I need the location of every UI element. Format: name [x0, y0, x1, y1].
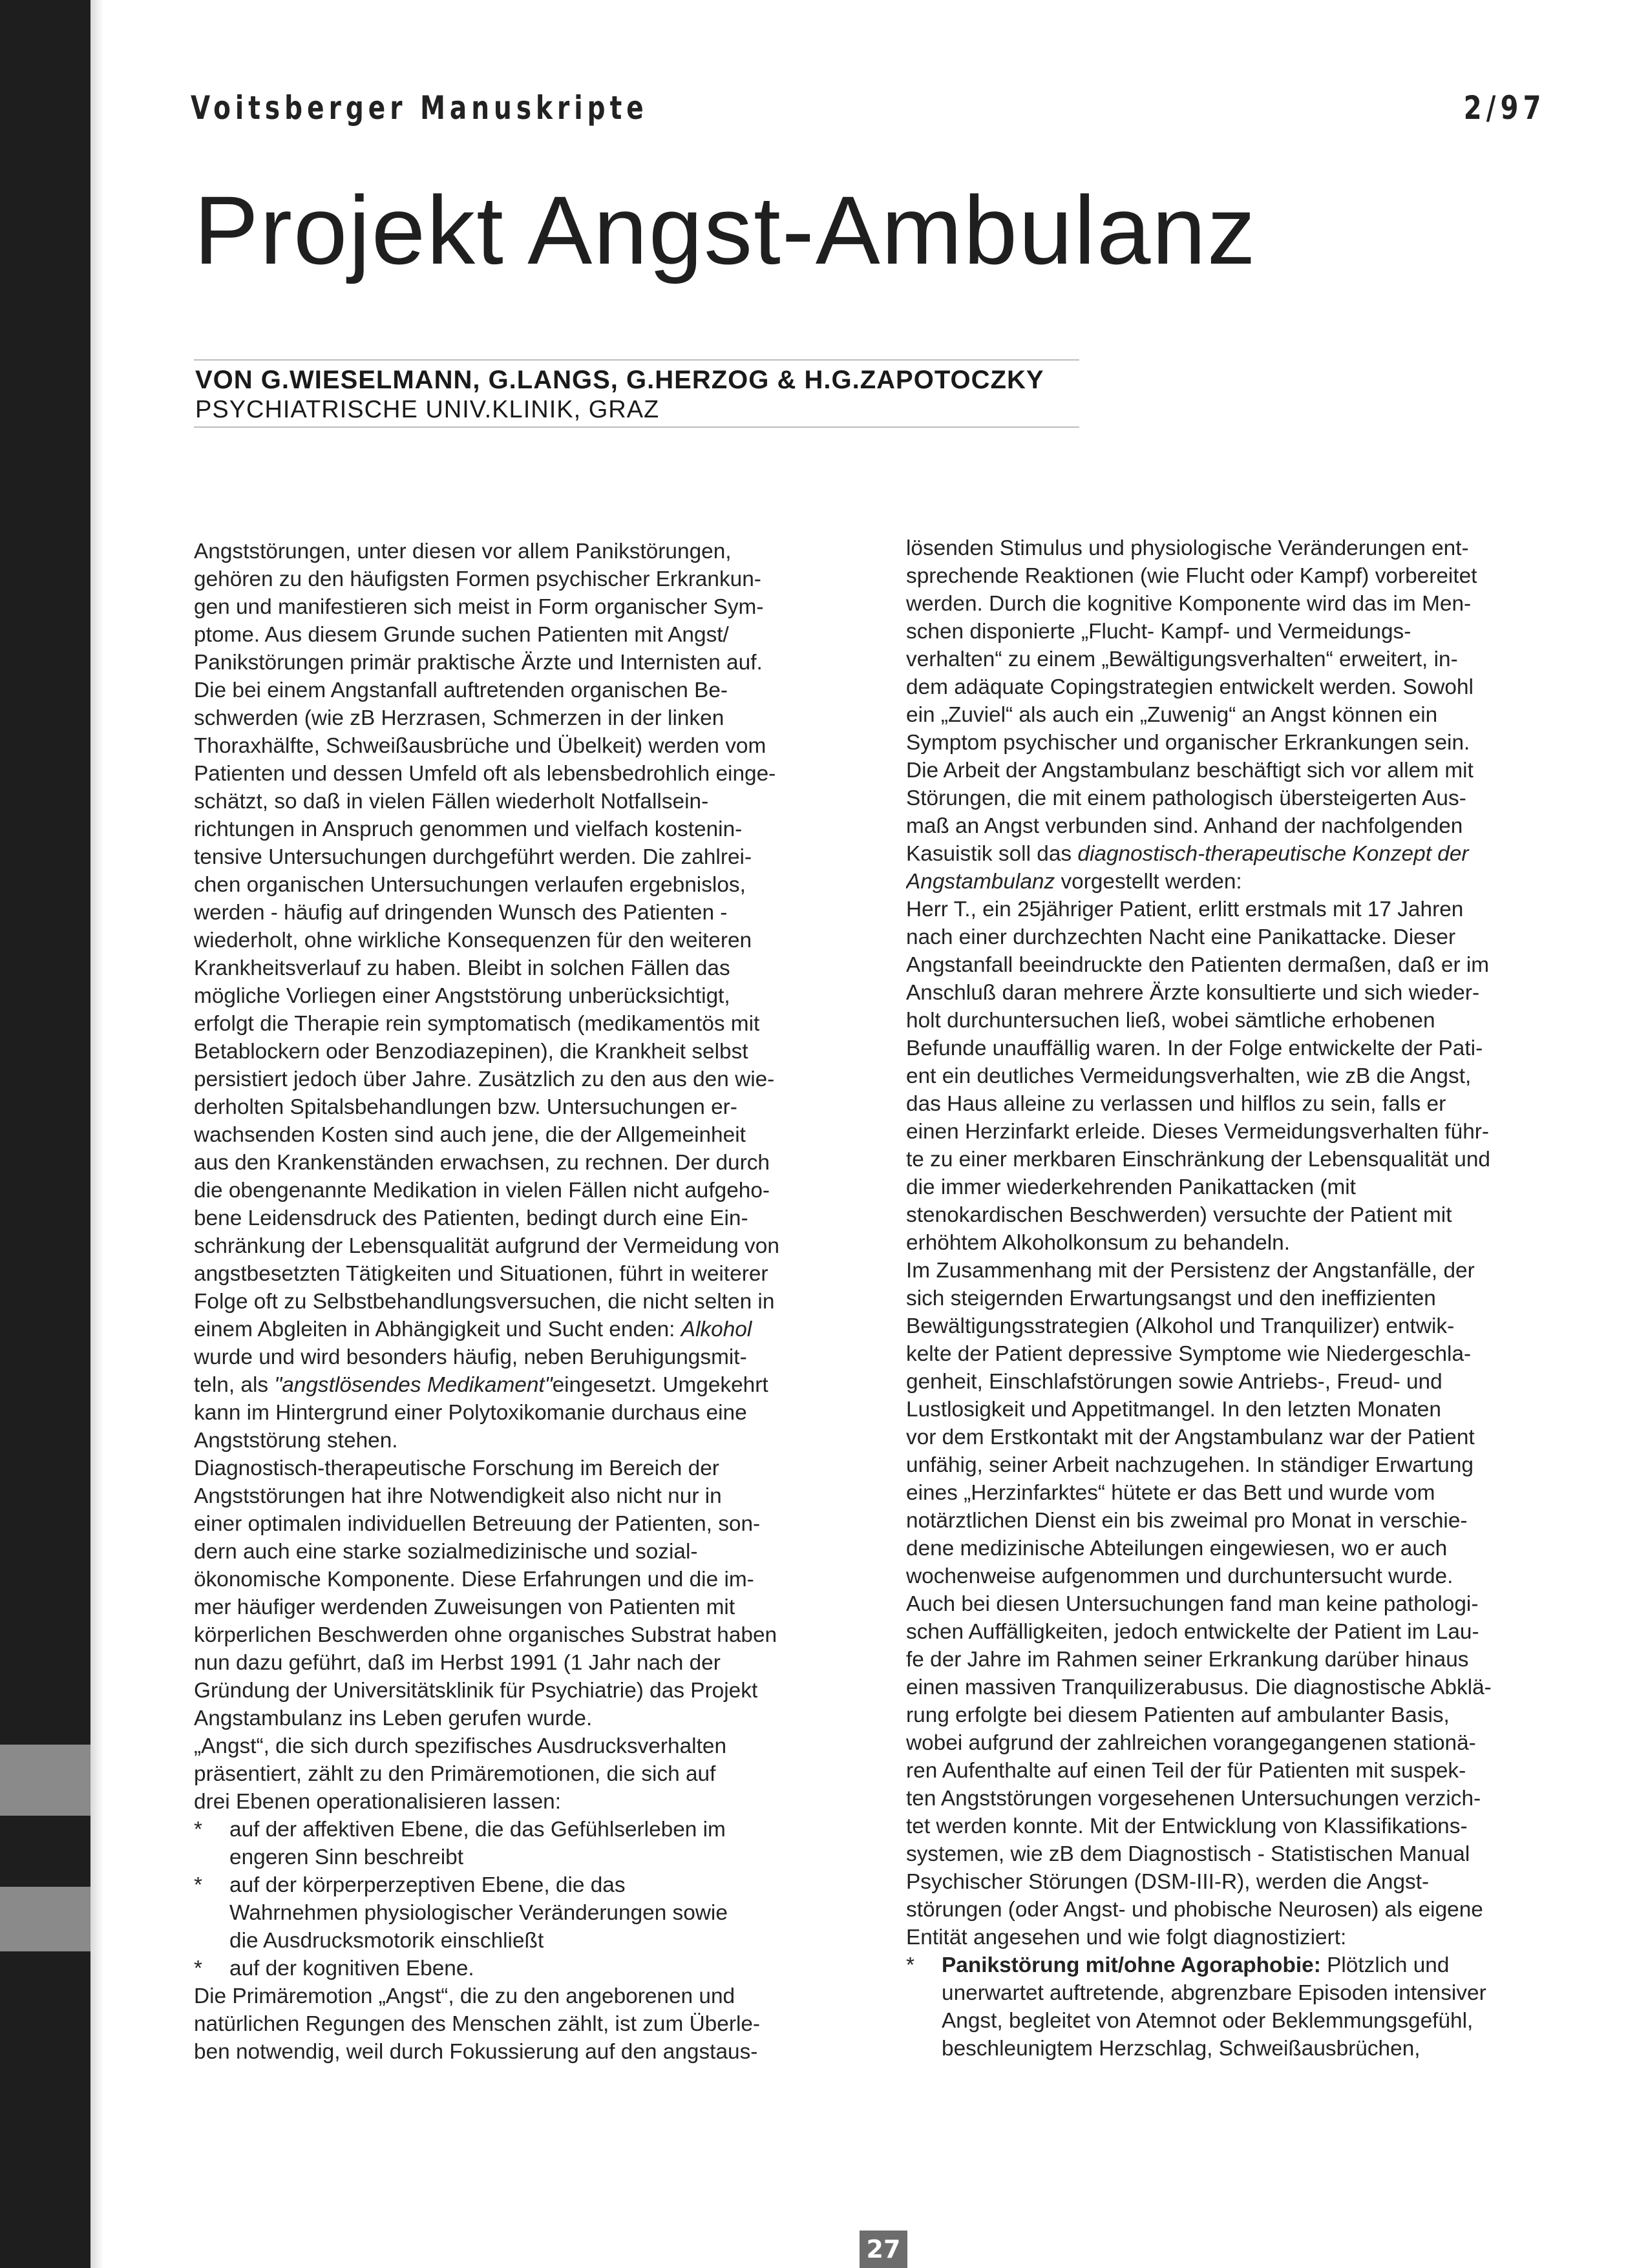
text-line: mögliche Vorliegen einer Angststörung unberücksichtigt, — [194, 984, 730, 1008]
text-line: gen und manifestieren sich meist in Form organischer Sym- — [194, 595, 764, 619]
text-line: Angststörungen hat ihre Notwendigkeit also nicht nur in — [194, 1484, 722, 1508]
text-line: einer optimalen individuellen Betreuung der Patienten, son- — [194, 1512, 761, 1536]
text-line: unfähig, seiner Arbeit nachzugehen. In ständiger Erwartung — [906, 1453, 1474, 1477]
text-line: Auch bei diesen Untersuchungen fand man keine pathologi- — [906, 1592, 1479, 1616]
text-line: „Angst“, die sich durch spezifisches Ausdrucksverhalten — [194, 1734, 727, 1758]
text-line: Thoraxhälfte, Schweißausbrüche und Übelkeit) werden vom — [194, 734, 766, 758]
text-line: tensive Untersuchungen durchgeführt werden. Die zahlrei- — [194, 845, 752, 869]
text-line: Bewältigungsstrategien (Alkohol und Tranquilizer) entwik- — [906, 1314, 1455, 1338]
text-line: Angstanfall beeindruckte den Patienten dermaßen, daß er im — [906, 953, 1490, 977]
text-line: Die bei einem Angstanfall auftretenden organischen Be- — [194, 678, 728, 702]
text-line: wochenweise aufgenommen und durchuntersucht wurde. — [906, 1564, 1453, 1588]
text-line: nun dazu geführt, daß im Herbst 1991 (1 Jahr nach der — [194, 1651, 721, 1675]
text-line: Herr T., ein 25jähriger Patient, erlitt erstmals mit 17 Jahren — [906, 898, 1464, 921]
text-line: mer häufiger werdenden Zuweisungen von Patienten mit — [194, 1595, 735, 1619]
text-line: verhalten“ zu einem „Bewältigungsverhalten“ erweitert, in- — [906, 647, 1458, 671]
text-line: ein „Zuviel“ als auch ein „Zuwenig“ an Angst können ein — [906, 703, 1438, 727]
text-line: störungen (oder Angst- und phobische Neurosen) als eigene — [906, 1898, 1483, 1922]
text-line: Folge oft zu Selbstbehandlungsversuchen, die nicht selten in — [194, 1290, 775, 1314]
magazine-page — [90, 0, 1648, 2268]
text-line: Gründung der Universitätsklinik für Psychiatrie) das Projekt — [194, 1679, 758, 1703]
text-line: derholten Spitalsbehandlungen bzw. Untersuchungen er- — [194, 1095, 737, 1119]
line-text: auf der kognitiven Ebene. — [229, 1957, 474, 1980]
text-line: genheit, Einschlafstörungen sowie Antriebs-, Freud- und — [906, 1370, 1442, 1394]
line-text: teln, als — [194, 1373, 269, 1397]
text-line: notärztlichen Dienst ein bis zweimal pro Monat in verschie- — [906, 1509, 1468, 1533]
text-line: Anschluß daran mehrere Ärzte konsultierte und sich wieder- — [906, 981, 1480, 1005]
text-line: Die Arbeit der Angstambulanz beschäftigt sich vor allem mit — [906, 759, 1474, 782]
text-line: ptome. Aus diesem Grunde suchen Patienten mit Angst/ — [194, 623, 729, 647]
text-line: Wahrnehmen physiologischer Veränderungen sowie — [229, 1901, 728, 1925]
text-line: systemen, wie zB dem Diagnostisch - Statistischen Manual — [906, 1842, 1470, 1866]
text-line: schen disponierte „Flucht- Kampf- und Vermeidungs- — [906, 620, 1411, 644]
text-line: gehören zu den häufigsten Formen psychischer Erkrankun- — [194, 567, 761, 591]
line-text: Kasuistik soll das — [906, 842, 1072, 866]
text-line: die obengenannte Medikation in vielen Fällen nicht aufgehо- — [194, 1179, 770, 1202]
text-line: engeren Sinn beschreibt — [229, 1845, 463, 1869]
text-line: persistiert jedoch über Jahre. Zusätzlich zu den aus den wie- — [194, 1067, 775, 1091]
text-line: Diagnostisch-therapeutische Forschung im Bereich der — [194, 1456, 719, 1480]
text-line: Patienten und dessen Umfeld oft als lebensbedrohlich einge- — [194, 762, 776, 786]
bullet-item — [194, 1816, 840, 1843]
text-line: einen massiven Tranquilizerabusus. Die diagnostische Abklä- — [906, 1675, 1492, 1699]
text-line: kann im Hintergrund einer Polytoxikomanie durchaus eine — [194, 1401, 747, 1425]
byline-rule-top — [194, 359, 1079, 361]
text-line — [194, 1371, 840, 1399]
text-line: Angst, begleitet von Atemnot oder Beklemmungsgefühl, — [942, 2009, 1474, 2033]
text-line: Psychischer Störungen (DSM-III-R), werden die Angst- — [906, 1870, 1430, 1894]
text-line: die Ausdrucksmotorik einschließt — [229, 1929, 544, 1953]
text-line: schen Auffälligkeiten, jedoch entwickelte der Patient im Lau- — [906, 1620, 1479, 1644]
panik-label: Panikstörung mit/ohne Agoraphobie: — [942, 1953, 1321, 1977]
scanner-edge — [0, 0, 90, 2268]
text-line: Im Zusammenhang mit der Persistenz der Angstanfälle, der — [906, 1259, 1475, 1283]
text-line: angstbesetzten Tätigkeiten und Situationen, führt in weiterer — [194, 1262, 768, 1286]
line-text: auf der körperperzeptiven Ebene, die das — [229, 1873, 626, 1897]
text-line: chen organischen Untersuchungen verlaufen ergebnislos, — [194, 873, 746, 897]
text-line: kelte der Patient depressive Symptome wie Niedergeschla- — [906, 1342, 1472, 1366]
text-line: sich steigernden Erwartungsangst und den ineffizienten — [906, 1286, 1436, 1310]
text-line: dern auch eine starke sozialmedizinische und sozial- — [194, 1540, 698, 1564]
text-line: einen Herzinfarkt erleide. Dieses Vermeidungsverhalten führ- — [906, 1120, 1490, 1144]
text-line: Panikstörungen primär praktische Ärzte und Internisten auf. — [194, 651, 763, 675]
text-line: Störungen, die mit einem pathologisch übersteigerten Aus- — [906, 786, 1466, 810]
emphasis-konzept: diagnostisch-therapeutische Konzept der — [1077, 842, 1469, 866]
text-line: Angststörungen, unter diesen vor allem Panikstörungen, — [194, 540, 732, 563]
text-line: bene Leidensdruck des Patienten, bedingt durch eine Ein- — [194, 1206, 748, 1230]
text-line — [906, 840, 1559, 868]
text-line: werden - häufig auf dringenden Wunsch des Patienten - — [194, 901, 728, 925]
text-line: lösenden Stimulus und physiologische Veränderungen ent- — [906, 536, 1469, 560]
text-line: sprechende Reaktionen (wie Flucht oder Kampf) vorbereitet — [906, 564, 1477, 588]
text-line: Die Primäremotion „Angst“, die zu den angeborenen und — [194, 1984, 735, 2008]
text-line: Entität angesehen und wie folgt diagnostiziert: — [906, 1926, 1347, 1949]
emphasis-angstambulanz: Angstambulanz — [906, 870, 1055, 894]
text-line: unerwartet auftretende, abgrenzbare Episoden intensiver — [942, 1981, 1486, 2005]
authors: VON G.WIESELMANN, G.LANGS, G.HERZOG & H.G.ZAPOTOCZKY — [195, 366, 1044, 394]
edge-mark — [0, 1887, 90, 1951]
text-line: ökonomische Komponente. Diese Erfahrungen und die im- — [194, 1568, 754, 1591]
text-line: körperlichen Beschwerden ohne organisches Substrat haben — [194, 1623, 777, 1647]
bullet-star: * — [906, 1953, 914, 1977]
text-line: präsentiert, zählt zu den Primäremotionen, die sich auf — [194, 1762, 716, 1786]
line-text: Plötzlich und — [1320, 1953, 1450, 1977]
text-line: schränkung der Lebensqualität aufgrund der Vermeidung von — [194, 1234, 779, 1258]
text-line: Angstambulanz ins Leben gerufen wurde. — [194, 1706, 593, 1730]
text-line: maß an Angst verbunden sind. Anhand der nachfolgenden — [906, 814, 1463, 838]
text-line: beschleunigtem Herzschlag, Schweißausbrüchen, — [942, 2037, 1421, 2061]
article-title: Projekt Angst-Ambulanz — [194, 176, 1257, 284]
text-line: dene medizinische Abteilungen eingewiesen, wo er auch — [906, 1537, 1448, 1560]
text-line: holt durchuntersuchen ließ, wobei sämtliche erhobenen — [906, 1009, 1435, 1033]
text-line: ent ein deutliches Vermeidungsverhalten, wie zB die Angst, — [906, 1064, 1472, 1088]
edge-mark — [0, 1745, 90, 1816]
byline-rule-bottom — [194, 426, 1079, 428]
left-column — [194, 538, 840, 2066]
text-line: natürlichen Regungen des Menschen zählt, ist zum Überle- — [194, 2012, 761, 2036]
text-line: schwerden (wie zB Herzrasen, Schmerzen in der linken — [194, 706, 724, 730]
text-line: aus den Krankenständen erwachsen, zu rechnen. Der durch — [194, 1151, 770, 1175]
text-line: wurde und wird besonders häufig, neben Beruhigungsmit- — [194, 1345, 747, 1369]
text-line: nach einer durchzechten Nacht eine Panikattacke. Dieser — [906, 925, 1456, 949]
text-line: Befunde unauffällig waren. In der Folge entwickelte der Pati- — [906, 1036, 1483, 1060]
text-line: die immer wiederkehrenden Panikattacken (mit — [906, 1175, 1356, 1199]
line-text: eingesetzt. Umgekehrt — [552, 1373, 768, 1397]
journal-name: Voitsberger Manuskripte — [191, 89, 648, 127]
text-line: wobei aufgrund der zahlreichen vorangegangenen stationä- — [906, 1731, 1476, 1755]
text-line — [906, 868, 1559, 896]
text-line: stenokardischen Beschwerden) versuchte der Patient mit — [906, 1203, 1452, 1227]
text-line: Symptom psychischer und organischer Erkrankungen sein. — [906, 731, 1470, 755]
text-line — [194, 1316, 840, 1343]
text-line: wachsenden Kosten sind auch jene, die der Allgemeinheit — [194, 1123, 746, 1147]
text-line: Betablockern oder Benzodiazepinen), die Krankheit selbst — [194, 1040, 748, 1064]
text-line: drei Ebenen operationalisieren lassen: — [194, 1790, 562, 1814]
page-gutter-shadow — [90, 0, 103, 2268]
text-line: erfolgt die Therapie rein symptomatisch (medikamentös mit — [194, 1012, 760, 1036]
right-column — [906, 534, 1559, 2063]
emphasis-alkohol: Alkohol — [681, 1318, 752, 1341]
text-line: erhöhtem Alkoholkonsum zu behandeln. — [906, 1231, 1291, 1255]
text-line: vor dem Erstkontakt mit der Angstambulanz war der Patient — [906, 1425, 1475, 1449]
bullet-item — [906, 1951, 1559, 1979]
line-text: auf der affektiven Ebene, die das Gefühlserleben im — [229, 1818, 726, 1842]
text-line: werden. Durch die kognitive Komponente wird das im Men- — [906, 592, 1472, 616]
text-line: das Haus alleine zu verlassen und hilflos zu sein, falls er — [906, 1092, 1446, 1116]
text-line: eines „Herzinfarktes“ hütete er das Bett und wurde vom — [906, 1481, 1435, 1505]
text-line: Angststörung stehen. — [194, 1429, 398, 1453]
text-line: rung erfolgte bei diesem Patienten auf ambulanter Basis, — [906, 1703, 1450, 1727]
bullet-star: * — [194, 1818, 202, 1842]
text-line: ten Angststörungen vorgesehenen Untersuchungen verzich- — [906, 1787, 1481, 1811]
text-line: Lustlosigkeit und Appetitmangel. In den letzten Monaten — [906, 1398, 1441, 1422]
issue-number: 2/97 — [1464, 89, 1546, 127]
text-line: schätzt, so daß in vielen Fällen wiederholt Notfallsein- — [194, 790, 709, 814]
page-number: 27 — [860, 2231, 907, 2268]
text-line: te zu einer merkbaren Einschränkung der Lebensqualität und — [906, 1148, 1490, 1171]
emphasis-medikament: "angstlösendes Medikament" — [274, 1373, 553, 1397]
bullet-item — [194, 1871, 840, 1899]
affiliation: PSYCHIATRISCHE UNIV.KLINIK, GRAZ — [195, 396, 660, 423]
line-text: vorgestellt werden: — [1055, 870, 1242, 894]
bullet-item — [194, 1955, 840, 1982]
text-line: richtungen in Anspruch genommen und vielfach kostenin- — [194, 817, 743, 841]
bullet-star: * — [194, 1873, 202, 1897]
line-text: einem Abgleiten in Abhängigkeit und Sucht enden: — [194, 1318, 675, 1341]
text-line: ben notwendig, weil durch Fokussierung auf den angstaus- — [194, 2040, 758, 2064]
text-line: tet werden konnte. Mit der Entwicklung von Klassifikations- — [906, 1814, 1468, 1838]
text-line: wiederholt, ohne wirkliche Konsequenzen für den weiteren — [194, 929, 752, 952]
text-line: fe der Jahre im Rahmen seiner Erkrankung darüber hinaus — [906, 1648, 1469, 1672]
text-line: dem adäquate Copingstrategien entwickelt werden. Sowohl — [906, 675, 1474, 699]
bullet-star: * — [194, 1957, 202, 1980]
text-line: ren Aufenthalte auf einen Teil der für Patienten mit suspek- — [906, 1759, 1466, 1783]
text-line: Krankheitsverlauf zu haben. Bleibt in solchen Fällen das — [194, 956, 730, 980]
